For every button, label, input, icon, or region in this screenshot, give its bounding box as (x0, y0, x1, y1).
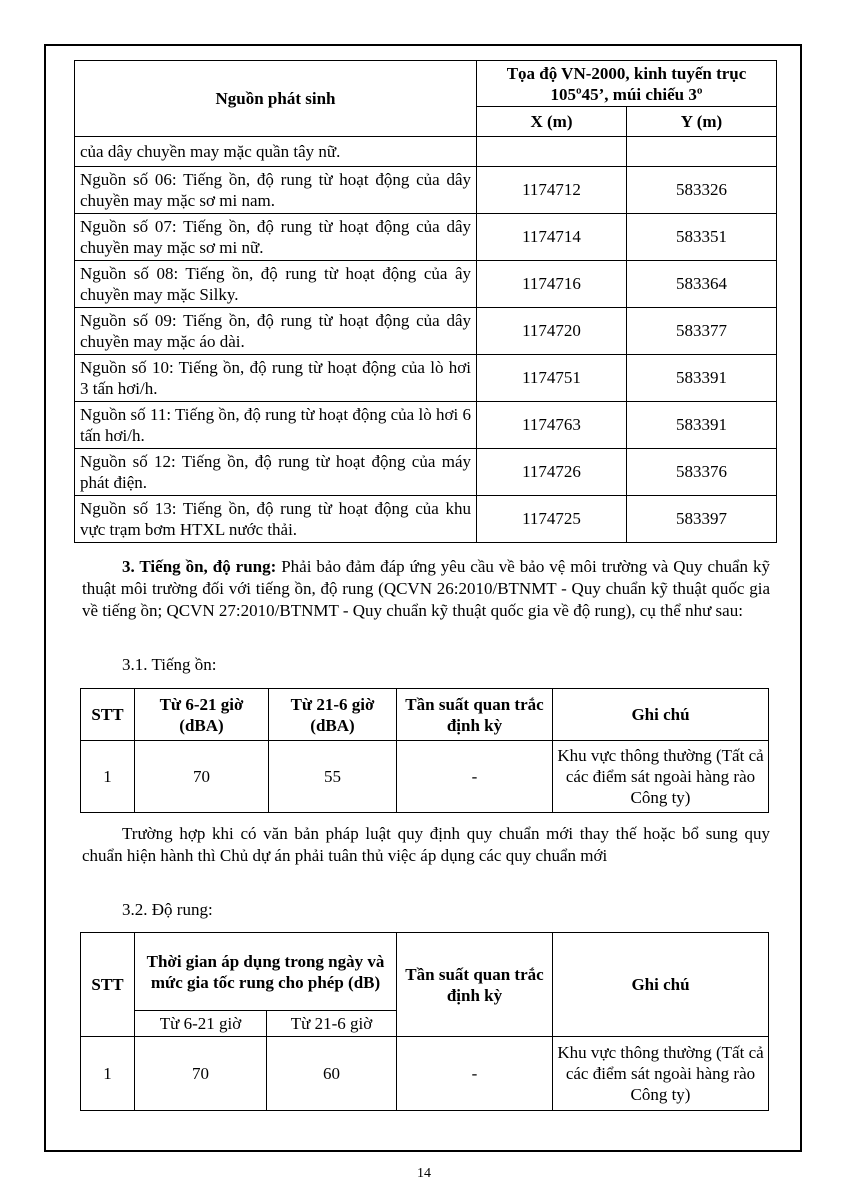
x-coordinate: 1174720 (477, 308, 627, 355)
source-description: Nguồn số 08: Tiếng ồn, độ rung từ hoạt động của ây chuyền may mặc Silky. (75, 261, 477, 308)
note-paragraph-text: Trường hợp khi có văn bản pháp luật quy định quy chuẩn mới thay thế hoặc bổ sung quy chuẩn hiện hành thì Chủ dự án phải tuân thủ việc áp dụng các quy chuẩn mới (82, 824, 770, 865)
source-description: Nguồn số 11: Tiếng ồn, độ rung từ hoạt động của lò hơi 6 tấn hơi/h. (75, 402, 477, 449)
y-coordinate: 583391 (627, 355, 777, 402)
page-number: 14 (417, 1166, 431, 1181)
header-x: X (m) (477, 107, 627, 137)
source-row (75, 214, 777, 261)
section-3-heading: 3. Tiếng ồn, độ rung: (122, 557, 277, 576)
source-row (75, 402, 777, 449)
source-row (75, 355, 777, 402)
x-coordinate: 1174712 (477, 167, 627, 214)
vibration-subheading: 3.2. Độ rung: (122, 900, 213, 919)
vibration-table (80, 932, 769, 1111)
noise-header-stt: STT (81, 689, 135, 741)
header-source: Nguồn phát sinh (75, 61, 477, 137)
vibration-header-stt: STT (81, 933, 135, 1037)
source-row (75, 308, 777, 355)
source-description: Nguồn số 06: Tiếng ồn, độ rung từ hoạt động của dây chuyền may mặc sơ mi nam. (75, 167, 477, 214)
noise-header-night: Từ 21-6 giờ (dBA) (269, 689, 397, 741)
noise-night-value: 55 (269, 741, 397, 813)
x-coordinate: 1174763 (477, 402, 627, 449)
note-paragraph (82, 823, 770, 867)
y-coordinate: 583376 (627, 449, 777, 496)
noise-frequency: - (397, 741, 553, 813)
source-coordinate-table (74, 60, 777, 543)
y-coordinate: 583397 (627, 496, 777, 543)
noise-day-value: 70 (135, 741, 269, 813)
source-description: Nguồn số 09: Tiếng ồn, độ rung từ hoạt động của dây chuyền may mặc áo dài. (75, 308, 477, 355)
vibration-frequency: - (397, 1037, 553, 1111)
vibration-stt: 1 (81, 1037, 135, 1111)
x-coordinate: 1174726 (477, 449, 627, 496)
y-coordinate (627, 137, 777, 167)
noise-header-frequency: Tần suất quan trắc định kỳ (397, 689, 553, 741)
noise-table (80, 688, 769, 813)
x-coordinate (477, 137, 627, 167)
source-description: Nguồn số 13: Tiếng ồn, độ rung từ hoạt động của khu vực trạm bơm HTXL nước thải. (75, 496, 477, 543)
x-coordinate: 1174751 (477, 355, 627, 402)
source-description: Nguồn số 10: Tiếng ồn, độ rung từ hoạt động của lò hơi 3 tấn hơi/h. (75, 355, 477, 402)
section-3-paragraph (82, 556, 770, 622)
y-coordinate: 583391 (627, 402, 777, 449)
vibration-header-day: Từ 6-21 giờ (135, 1011, 267, 1037)
noise-stt: 1 (81, 741, 135, 813)
vibration-header-frequency: Tần suất quan trắc định kỳ (397, 933, 553, 1037)
vibration-night-value: 60 (267, 1037, 397, 1111)
source-row (75, 449, 777, 496)
y-coordinate: 583351 (627, 214, 777, 261)
x-coordinate: 1174716 (477, 261, 627, 308)
noise-header-day: Từ 6-21 giờ (dBA) (135, 689, 269, 741)
y-coordinate: 583377 (627, 308, 777, 355)
noise-subheading: 3.1. Tiếng ồn: (122, 655, 217, 674)
x-coordinate: 1174714 (477, 214, 627, 261)
vibration-header-time: Thời gian áp dụng trong ngày và mức gia tốc rung cho phép (dB) (135, 933, 397, 1011)
vibration-note: Khu vực thông thường (Tất cả các điểm sát ngoài hàng rào Công ty) (553, 1037, 769, 1111)
x-coordinate: 1174725 (477, 496, 627, 543)
source-description: Nguồn số 07: Tiếng ồn, độ rung từ hoạt động của dây chuyền may mặc sơ mi nữ. (75, 214, 477, 261)
noise-note: Khu vực thông thường (Tất cả các điểm sát ngoài hàng rào Công ty) (553, 741, 769, 813)
section-3-text: Phải bảo đảm đáp ứng yêu cầu về bảo vệ môi trường và Quy chuẩn kỹ thuật môi trường đối với tiếng ồn, độ rung (QCVN 26:2010/BTNMT - Quy chuẩn kỹ thuật quốc gia về tiếng ồn; QCVN 27:2010/BTNMT - Quy chuẩn kỹ thuật quốc gia về độ rung), cụ thể như sau: (82, 557, 770, 620)
source-description: Nguồn số 12: Tiếng ồn, độ rung từ hoạt động của máy phát điện. (75, 449, 477, 496)
vibration-header-night: Từ 21-6 giờ (267, 1011, 397, 1037)
y-coordinate: 583364 (627, 261, 777, 308)
header-y: Y (m) (627, 107, 777, 137)
header-coordinates: Tọa độ VN-2000, kinh tuyến trục 105º45’, múi chiếu 3º (477, 61, 777, 107)
vibration-header-note: Ghi chú (553, 933, 769, 1037)
y-coordinate: 583326 (627, 167, 777, 214)
noise-header-note: Ghi chú (553, 689, 769, 741)
source-row (75, 137, 777, 167)
source-row (75, 261, 777, 308)
source-row (75, 496, 777, 543)
source-description: của dây chuyền may mặc quần tây nữ. (75, 137, 477, 167)
source-row (75, 167, 777, 214)
vibration-day-value: 70 (135, 1037, 267, 1111)
